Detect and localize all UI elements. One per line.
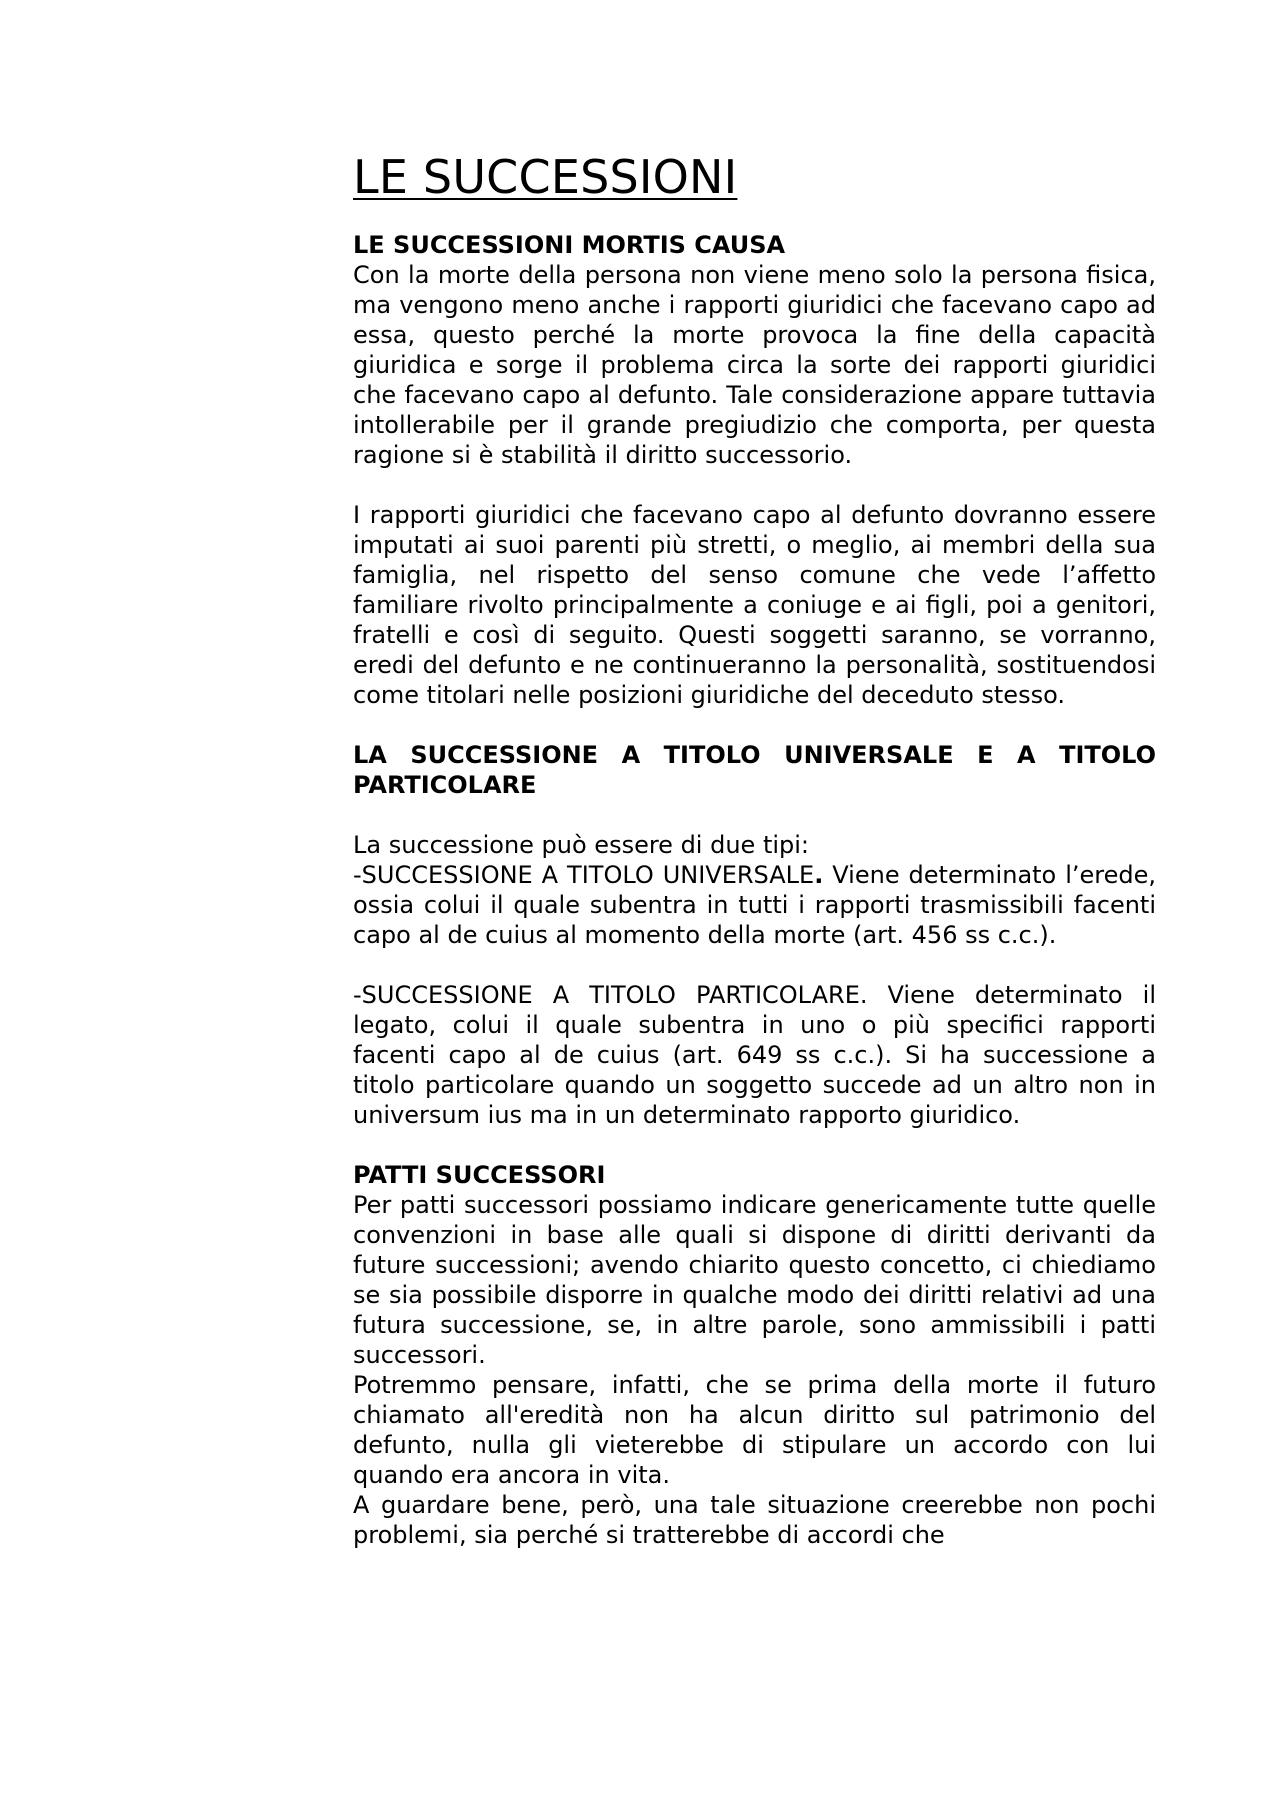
- document-page: [353, 150, 1156, 1550]
- successione-universale-label: -SUCCESSIONE A TITOLO UNIVERSALE: [353, 861, 815, 890]
- paragraph-successione-particolare: -SUCCESSIONE A TITOLO PARTICOLARE. Viene determinato il legato, colui il quale subentra in uno o più specifici rapporti facenti capo al de cuius (art. 649 ss c.c.). Si ha successione a titolo particolare quando un soggetto succede ad un altro non in universum ius ma in un determinato rapporto giuridico.: [353, 981, 1156, 1130]
- paragraph-patti-definizione: Per patti successori possiamo indicare genericamente tutte quelle convenzioni in base alle quali si dispone di diritti derivanti da future successioni; avendo chiarito questo concetto, ci chiediamo se sia possibile disporre in qualche modo dei diritti relativi ad una futura successione, se, in altre parole, sono ammissibili i patti successori.: [353, 1191, 1156, 1370]
- paragraph-successione-tipi: [353, 830, 1156, 950]
- successione-intro: La successione può essere di due tipi:: [353, 831, 810, 860]
- section-heading-mortis-causa: LE SUCCESSIONI MORTIS CAUSA: [353, 231, 786, 260]
- successione-universale-text: Viene determinato l’erede, ossia colui il quale subentra in tutti i rapporti trasmissibili facenti capo al de cuius al momento della morte (art. 456 ss c.c.).: [353, 861, 1156, 950]
- paragraph-patti-potremmo: Potremmo pensare, infatti, che se prima della morte il futuro chiamato all'eredità non ha alcun diritto sul patrimonio del defunto, nulla gli vieterebbe di stipulare un accordo con lui quando era ancora in vita.: [353, 1371, 1156, 1490]
- paragraph-rapporti-giuridici: I rapporti giuridici che facevano capo al defunto dovranno essere imputati ai suoi parenti più stretti, o meglio, ai membri della sua famiglia, nel rispetto del senso comune che vede l’affetto familiare rivolto principalmente a coniuge e ai figli, poi a genitori, fratelli e così di seguito. Questi soggetti saranno, se vorranno, eredi del defunto e ne continueranno la personalità, sostituendosi come titolari nelle posizioni giuridiche del deceduto stesso.: [353, 501, 1156, 710]
- paragraph-morte-persona: Con la morte della persona non viene meno solo la persona fisica, ma vengono meno anche i rapporti giuridici che facevano capo ad essa, questo perché la morte provoca la fine della capacità giuridica e sorge il problema circa la sorte dei rapporti giuridici che facevano capo al defunto. Tale considerazione appare tuttavia intollerabile per il grande pregiudizio che comporta, per questa ragione si è stabilità il diritto successorio.: [353, 261, 1156, 470]
- section-heading-patti-successori: PATTI SUCCESSORI: [353, 1161, 606, 1190]
- successione-universale-dot: .: [814, 861, 824, 890]
- document-title: LE SUCCESSIONI: [353, 150, 738, 204]
- paragraph-patti-guardare: A guardare bene, però, una tale situazione creerebbe non pochi problemi, sia perché si tratterebbe di accordi che: [353, 1491, 1156, 1550]
- section-heading-titolo-universale-particolare: LA SUCCESSIONE A TITOLO UNIVERSALE E A TITOLO PARTICOLARE: [353, 741, 1156, 800]
